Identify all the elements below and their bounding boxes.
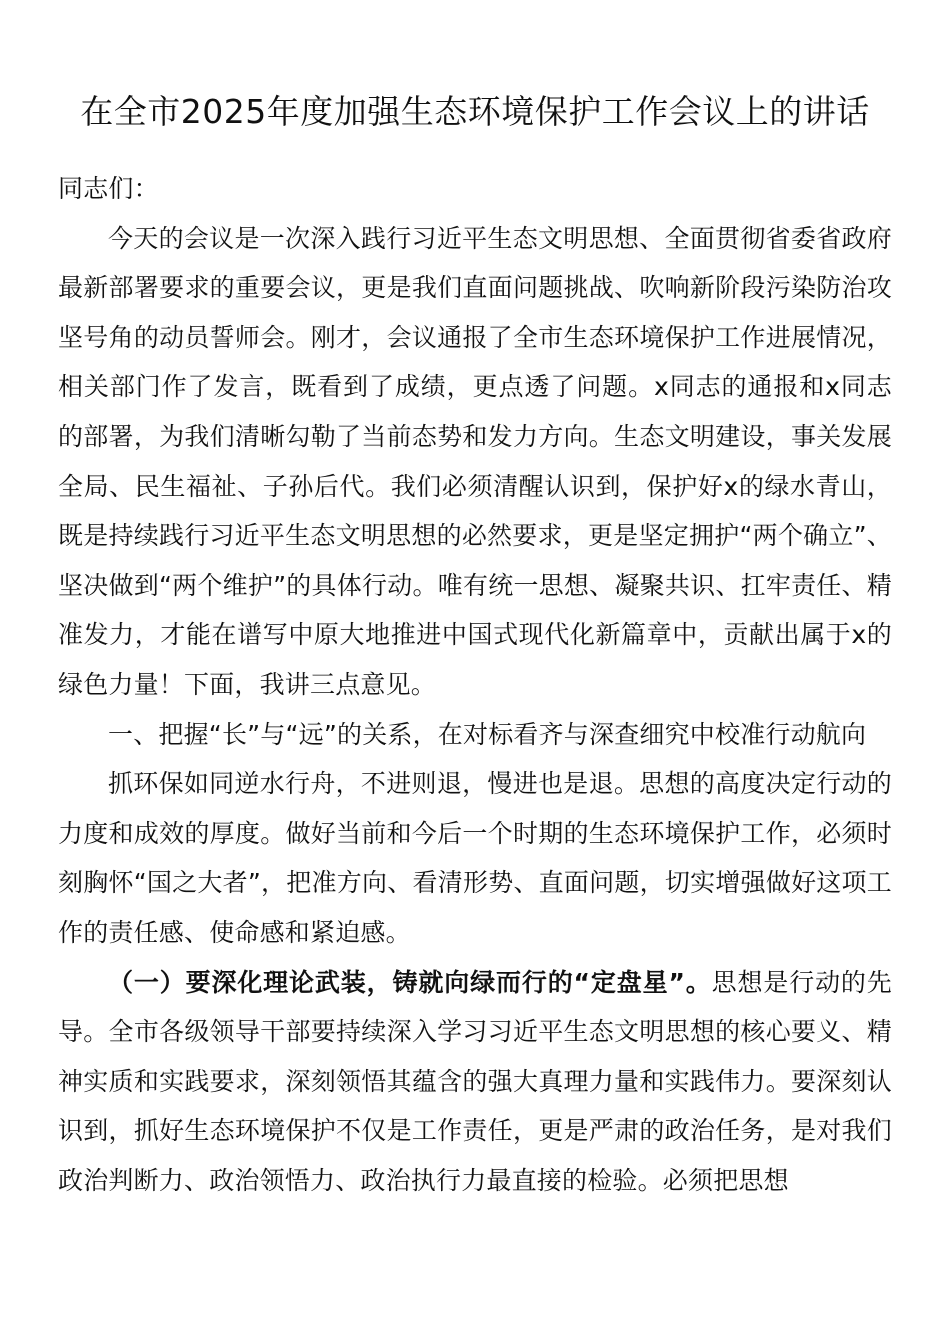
document-title: 在全市2025年度加强生态环境保护工作会议上的讲话 <box>80 92 870 132</box>
salutation: 同志们： <box>58 174 159 203</box>
document-body <box>58 164 892 1205</box>
paragraph-opening: 今天的会议是一次深入践行习近平生态文明思想、全面贯彻省委省政府最新部署要求的重要会议，更是我们直面问题挑战、吹响新阶段污染防治攻坚号角的动员誓师会。刚才，会议通报了全市生态环境保护工作进展情况，相关部门作了发言，既看到了成绩，更点透了问题。x同志的通报和x同志的部署，为我们清晰勾勒了当前态势和发力方向。生态文明建设，事关发展全局、民生福祉、子孙后代。我们必须清醒认识到，保护好x的绿水青山，既是持续践行习近平生态文明思想的必然要求，更是坚定拥护“两个确立”、坚决做到“两个维护”的具体行动。唯有统一思想、凝聚共识、扛牢责任、精准发力，才能在谱写中原大地推进中国式现代化新篇章中，贡献出属于x的绿色力量！下面，我讲三点意见。 <box>58 223 892 699</box>
subsection-heading: （一）要深化理论武装，铸就向绿而行的“定盘星”。 <box>108 967 712 997</box>
paragraph-subsection-one <box>58 958 892 1206</box>
subsection-text: 思想是行动的先导。全市各级领导干部要持续深入学习习近平生态文明思想的核心要义、精神实质和实践要求，深刻领悟其蕴含的强大真理力量和实践伟力。要深刻认识到，抓好生态环境保护不仅是工作责任，更是严肃的政治任务，是对我们政治判断力、政治领悟力、政治执行力最直接的检验。必须把思想 <box>58 967 892 1195</box>
paragraph-section-one-intro: 抓环保如同逆水行舟，不进则退，慢进也是退。思想的高度决定行动的力度和成效的厚度。做好当前和今后一个时期的生态环境保护工作，必须时刻胸怀“国之大者”，把准方向、看清形势、直面问题，切实增强做好这项工作的责任感、使命感和紧迫感。 <box>58 769 892 947</box>
section-heading-one: 一、把握“长”与“远”的关系，在对标看齐与深查细究中校准行动航向 <box>108 719 867 749</box>
